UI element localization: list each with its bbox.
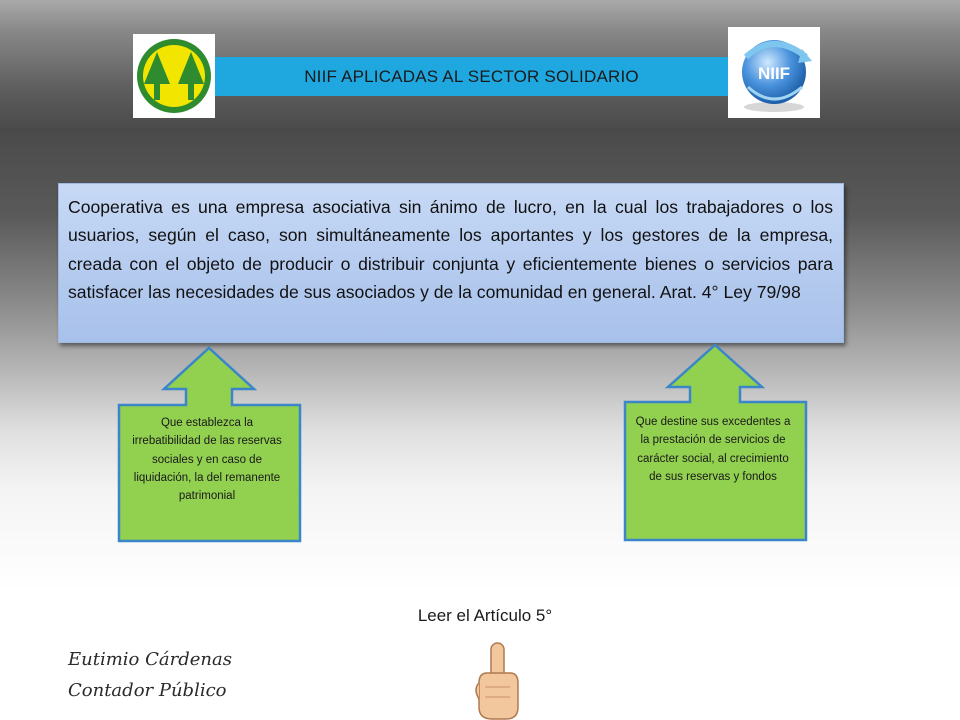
cooperative-definition-text: Cooperativa es una empresa asociativa sin ánimo de lucro, en la cual los trabajadores o los usuarios, según el caso, son simultáneamente los aportantes y los gestores de la empresa, creada con el objeto de producir o distribuir conjunta y eficientemente bienes o servicios para satisfacer las necesidades de sus asociados y de la comunidad en general. Arat. 4° Ley 79/98 [68, 197, 833, 303]
signature-name: Eutimio Cárdenas [68, 649, 232, 670]
cooperative-pines-icon [133, 34, 215, 118]
pointing-hand-icon[interactable] [470, 637, 526, 720]
niif-logo-text: NIIF [757, 64, 791, 83]
page-title-bar [215, 57, 728, 96]
cooperative-logo [133, 34, 215, 118]
read-article-label: Leer el Artículo 5° [417, 606, 553, 625]
cooperative-definition-box [58, 183, 844, 343]
right-arrow-text: Que destine sus excedentes a la prestación de servicios de carácter social, al crecimiento de sus reservas y fondos [635, 416, 791, 483]
niif-globe-icon [728, 27, 820, 118]
hand-icon-container[interactable] [470, 637, 526, 720]
left-arrow-text: Que establezca la irrebatibilidad de las reservas sociales y en caso de liquidación, la del remanente patrimonial [132, 417, 282, 503]
page-title: NIIF APLICADAS AL SECTOR SOLIDARIO [304, 66, 639, 86]
signature-role: Contador Público [68, 680, 227, 701]
niif-logo [728, 27, 820, 118]
signature [68, 644, 232, 706]
